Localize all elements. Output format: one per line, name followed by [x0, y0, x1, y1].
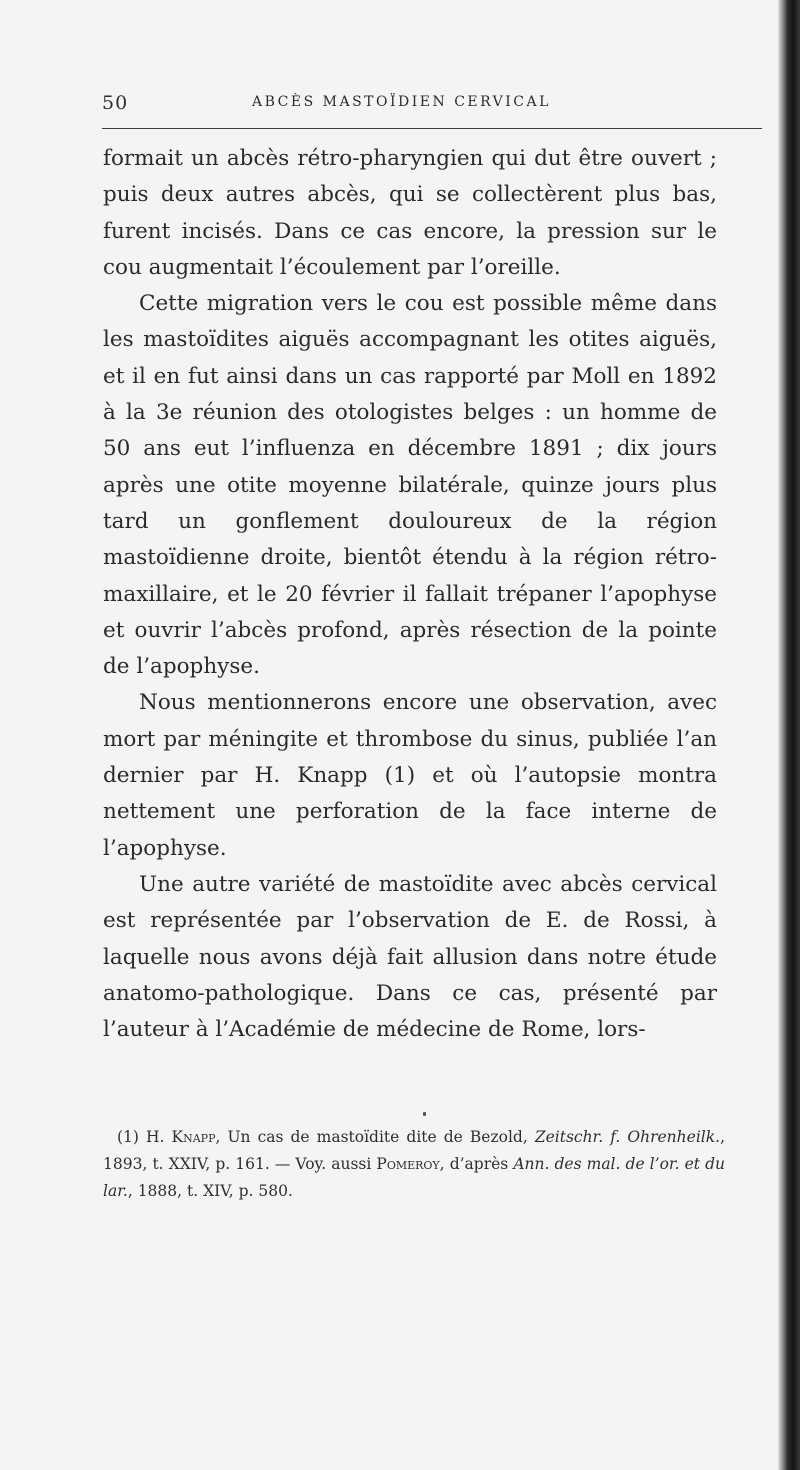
footnote-1: [103, 1124, 725, 1205]
paragraph-1: formait un abcès rétro-pharyngien qui dut être ouvert ; puis deux autres abcès, qui se collectèrent plus bas, furent incisés. Dans ce cas encore, la pression sur le cou augmentait l’écoulement par l’oreille.: [103, 146, 717, 280]
paragraph-4: Une autre variété de mastoïdite avec abcès cervical est représentée par l’observation de E. de Rossi, à laquelle nous avons déjà fait allusion dans notre étude anatomo-pathologique. Dans ce cas, présenté par l’auteur à l’Académie de médecine de Rome, lors-: [103, 871, 717, 1043]
page-binding-edge: [778, 0, 800, 1470]
running-head: ABCÈS MASTOÏDIEN CERVICAL: [252, 94, 551, 110]
footnote-title: , Un cas de mastoïdite dite de Bezold,: [215, 1128, 528, 1146]
footnote-end: , 1888, t. XIV, p. 580.: [127, 1182, 293, 1200]
footnote-journal: Zeitschr. f. Ohrenheilk.: [534, 1128, 721, 1146]
body-text: [103, 141, 717, 1048]
footnote-reference: , 1893, t. XXIV, p. 161. — Voy. aussi: [103, 1128, 725, 1173]
footnote-author: Knapp: [171, 1128, 216, 1146]
footnote-journal-2: Ann. des mal. de l’or. et du lar.: [103, 1155, 725, 1200]
page-number: 50: [102, 92, 129, 114]
footnote-separator-mark: [423, 1112, 426, 1116]
paragraph-3: Nous mentionnerons encore une observation, avec mort par méningite et thrombose du sinus, publiée l’an dernier par H. Knapp (1) et où l’autopsie montra nettement une perforation de la face interne de l’apophyse.: [103, 690, 717, 861]
footnotes: [103, 1124, 725, 1205]
footnote-marker: (1) H.: [117, 1128, 165, 1146]
header-rule: [102, 128, 762, 129]
page-header: [102, 92, 762, 120]
footnote-after: , d’après: [439, 1155, 509, 1173]
paragraph-2: Cette migration vers le cou est possible même dans les mastoïdites aiguës accompagnant les otites aiguës, et il en fut ainsi dans un cas rapporté par Moll en 1892 à la 3e réunion des otologistes belges : un homme de 50 ans eut l’influenza en décembre 1891 ; dix jours après une otite moyenne bilatérale, quinze jours plus tard un gonflement douloureux de la région mastoïdienne droite, bientôt étendu à la région rétro-maxillaire, et le 20 février il fallait trépaner l’apophyse et ouvrir l’abcès profond, après résection de la pointe de l’apophyse.: [103, 291, 717, 680]
footnote-author-2: Pomeroy: [376, 1155, 440, 1173]
